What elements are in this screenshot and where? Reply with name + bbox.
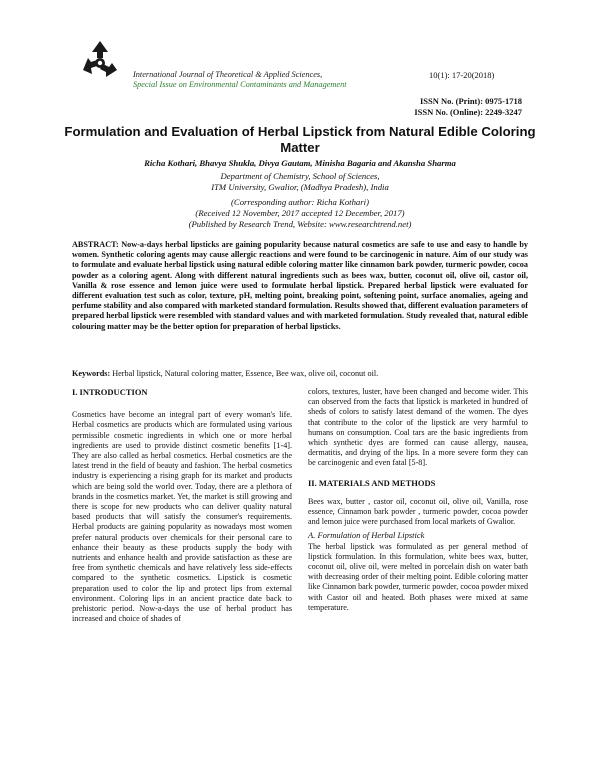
right-column (308, 387, 528, 613)
issn-block (414, 96, 522, 118)
university: ITM University, Gwalior, (Madhya Pradesh), India (211, 182, 389, 192)
keywords-label: Keywords: (72, 369, 111, 378)
intro-heading: I. INTRODUCTION (72, 387, 148, 397)
methods-heading: II. MATERIALS AND METHODS (308, 477, 436, 488)
journal-logo-icon (78, 38, 122, 82)
formulation-paragraph: The herbal lipstick was formulated as per general method of lipstick formulation. In this formulation, white bees wax, butter, coconut oil, olive oil, were melted in porcelain dish on water bath with decreasing order of their melting point. Edible coloring matter like Cinnamon bark powder, turmeric powder, cocoa powder mixed with Castor oil and heated. Both phases were mixed at same temperature. (308, 541, 529, 612)
journal-header (133, 70, 347, 90)
keywords-text: Herbal lipstick, Natural coloring matter, Essence, Bee wax, olive oil, coconut oil. (112, 369, 379, 378)
left-column (72, 387, 292, 624)
volume-issue: 10(1): 17-20(2018) (429, 70, 495, 80)
author-list: Richa Kothari, Bhavya Shukla, Divya Gautam, Minisha Bagaria and Akansha Sharma (144, 158, 456, 168)
publisher: (Published by Research Trend, Website: www.researchtrend.net) (188, 219, 412, 229)
keywords (72, 369, 528, 378)
affiliation (60, 171, 540, 193)
issn-print: ISSN No. (Print): 0975-1718 (420, 96, 522, 106)
formulation-subheading: A. Formulation of Herbal Lipstick (308, 530, 425, 541)
publication-meta (60, 197, 540, 230)
department: Department of Chemistry, School of Sciences, (220, 171, 380, 181)
journal-name: International Journal of Theoretical & Applied Sciences, (133, 70, 323, 79)
methods-paragraph: Bees wax, butter , castor oil, coconut oil, olive oil, Vanilla, rose essence, Cinnamon bark powder , turmeric powder, cocoa powder and lemon juice were purchased from local markets of Gwalior. (308, 496, 528, 527)
intro-continued-paragraph: colors, textures, luster, have been changed and become wider. This can observed from the facts that lipstick is marketed in hundred of sheds of colors to satisfy latest demand of the women. The dyes that contribute to the color of the lipstick are very harmful to humans on consumption. Coal tars are the basic ingredients from which synthetic dyes are formed can cause allergy, nausea, dermatitis, and drying of the lips. In a more severe form they can be carcinogenic and even fatal [5-8]. (308, 387, 528, 468)
received-date: (Received 12 November, 2017 accepted 12 December, 2017) (195, 208, 405, 218)
intro-paragraph: Cosmetics have become an integral part of every woman's life. Herbal cosmetics are products which are formulated using various permissible cosmetic ingredients in which one or more herbal ingredients are used to provide distinct cosmetic benefits [1-4]. They are also called as herbal cosmetics. Herbal cosmetics are the latest trend in the field of beauty and fashion. The herbal cosmetics industry is experiencing a rising graph for its market and products which are being sold the world over. Today, there are a plethora of brands in the cosmetics market. Yet, the market is still growing and there is scope for new products who can deliver quality natural based products that will satisfy the consumer's requirements. Herbal products are gaining popularity as nowadays most women prefer natural products over chemicals for their personal care to enhance their beauty as these products supply the body with nutrients and enhance health and provide satisfaction as these are free from synthetic chemicals and have relatively less side-effects compared to the synthetic cosmetics. Lipstick is cosmetic preparation used to color the lip and protect lips from external environment. Coloring lips in an ancient practice date back to prehistoric period. Now-a-days the use of herbal product has increased and choice of shades of (72, 410, 292, 624)
paper-title: Formulation and Evaluation of Herbal Lipstick from Natural Edible Coloring Matter (64, 124, 536, 155)
abstract: ABSTRACT: Now-a-days herbal lipsticks are gaining popularity because natural cosmetics are safe to use and easy to handle by women. Synthetic coloring agents may cause allergic reactions and were found to be carcinogenic in nature. Aim of our study was to formulate and evaluate herbal lipstick using natural edible coloring matter like cinnamon bark powder, turmeric powder, cocoa powder as a coloring agent. Along with different natural ingredients such as bees wax, butter, coconut oil, olive oil, castor oil, Vanilla & rose essence and lemon juice were used to formulate herbal lipstick. Prepared herbal lipstick were evaluated for different evaluation test such as color, texture, pH, melting point, breaking point, softening point, surface anomalies, ageing and perfume stability and also compared with marketed standard formulation. Results showed that, different evaluation parameters of prepared herbal lipstick were resembled with standard values and with marketed formulation. Study revealed that, natural edible colouring matter may be the better option for preparation of herbal lipsticks. (72, 240, 528, 331)
corresponding-author: (Corresponding author: Richa Kothari) (231, 197, 369, 207)
issn-online: ISSN No. (Online): 2249-3247 (414, 107, 522, 117)
special-issue: Special Issue on Environmental Contaminants and Management (133, 80, 347, 89)
